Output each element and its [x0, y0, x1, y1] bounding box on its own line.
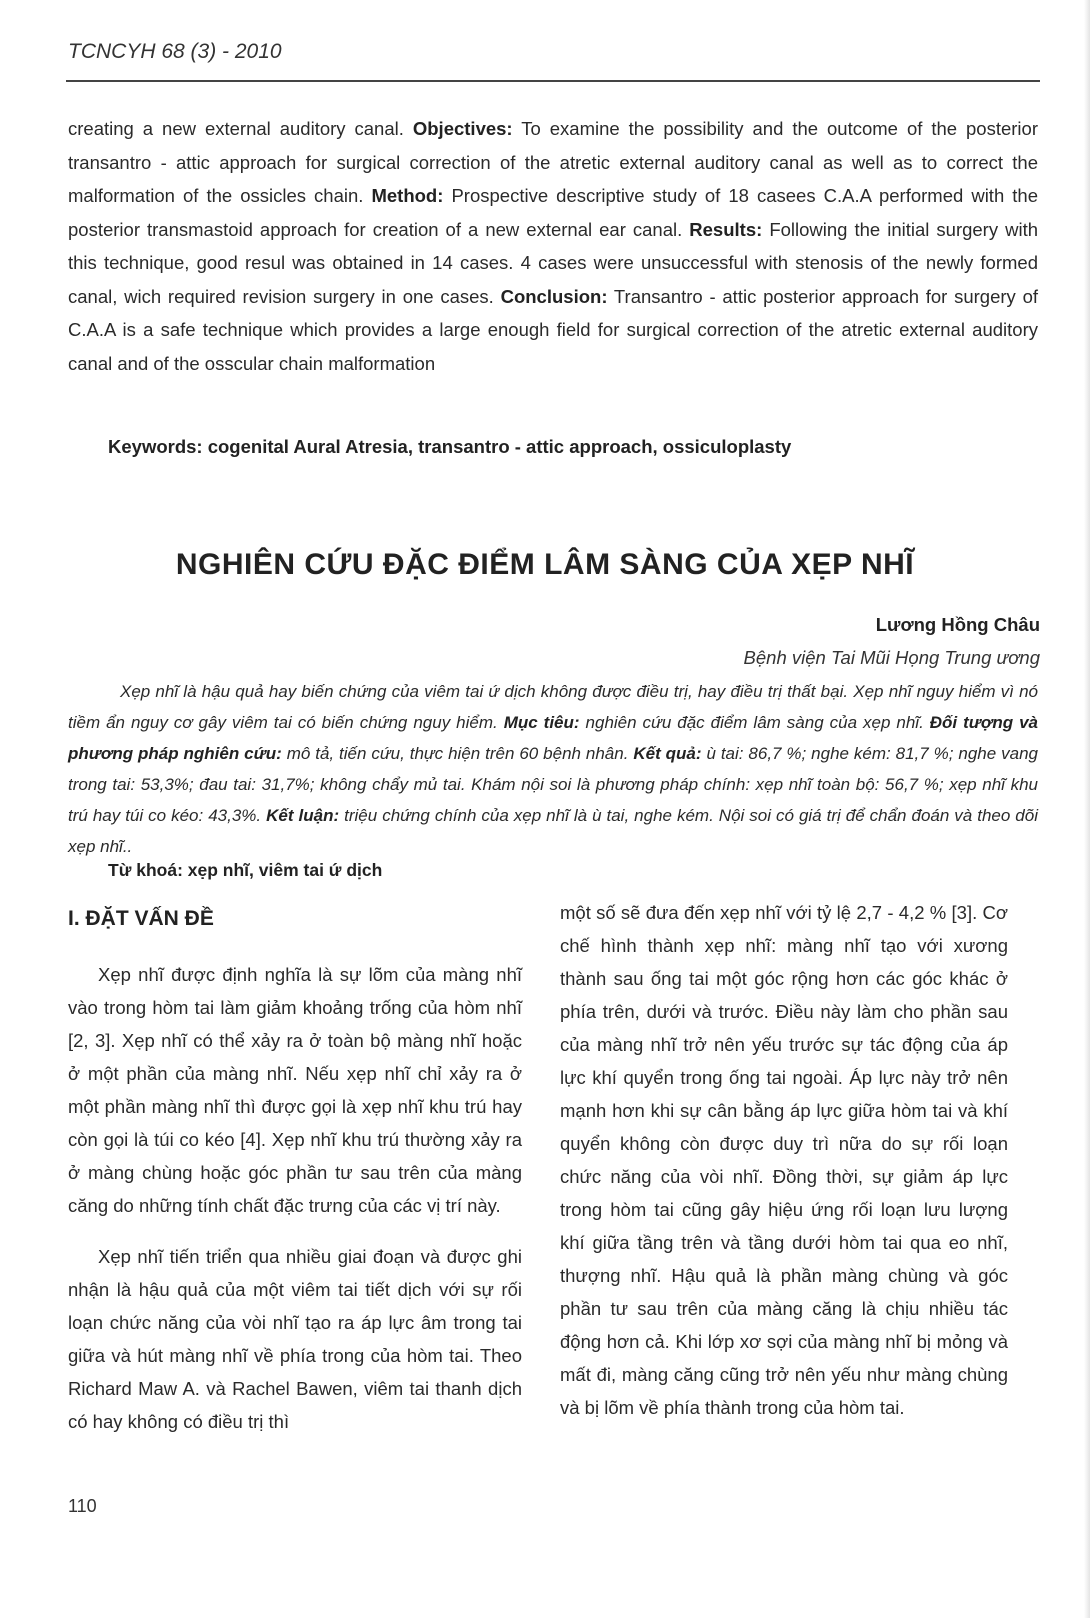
body-paragraph: Xẹp nhĩ tiến triển qua nhiều giai đoạn và được ghi nhận là hậu quả của một viêm tai tiết dịch với sự rối loạn chức năng của vòi nhĩ tạo ra áp lực âm trong tai giữa và hút màng nhĩ về phía trong của hòm tai. Theo Richard Maw A. và Rachel Bawen, viêm tai thanh dịch có hay không có điều trị thì	[68, 1246, 522, 1432]
vi-conclusion-text: triệu chứng chính của xẹp nhĩ là ù tai, nghe kém. Nội soi có giá trị để chẩn đoán và theo dõi xẹp nhĩ..	[68, 806, 1038, 856]
article-affiliation: Bệnh viện Tai Mũi Họng Trung ương	[743, 647, 1040, 668]
vi-results-text: ù tai: 86,7 %; nghe kém: 81,7 %; nghe vang trong tai: 53,3%; đau tai: 31,7%; không chẩy mủ tai. Khám nội soi là phương pháp chính: xẹp nhĩ toàn bộ: 56,7 %; xẹp nhĩ khu trú hay túi co kéo: 43,3%.	[68, 744, 1038, 825]
english-abstract-intro: creating a new external auditory canal.	[68, 118, 404, 139]
vi-subjects-label: Đối tượng và phương pháp nghiên cứu:	[68, 713, 1038, 763]
article-author: Lương Hồng Châu	[875, 614, 1040, 635]
english-abstract	[68, 112, 1038, 380]
body-paragraph: Xẹp nhĩ được định nghĩa là sự lõm của màng nhĩ vào trong hòm tai làm giảm khoảng trống của hòm nhĩ [2, 3]. Xẹp nhĩ có thể xảy ra ở toàn bộ màng nhĩ hoặc ở một phần của màng nhĩ. Nếu xẹp nhĩ chỉ xảy ra ở một phần màng nhĩ thì được gọi là xẹp nhĩ khu trú hay còn gọi là túi co kéo [4]. Xẹp nhĩ khu trú thường xảy ra ở màng chùng hoặc góc phần tư sau trên của màng căng do những tính chất đặc trưng của các vị trí này.	[68, 964, 522, 1216]
body-paragraph: một số sẽ đưa đến xẹp nhĩ với tỷ lệ 2,7 - 4,2 % [3]. Cơ chế hình thành xẹp nhĩ: màng nhĩ tạo với xương thành sau ống tai một góc rộng hơn các góc khác ở phía trên, dưới và trước. Điều này làm cho phần sau của màng nhĩ trở nên yếu trước sự tác động của áp lực khí quyển trong ống tai ngoài. Áp lực này trở nên mạnh hơn khi sự cân bằng áp lực giữa hòm tai và khí quyển không còn được duy trì nữa do sự rối loạn chức năng của vòi nhĩ. Đồng thời, sự giảm áp lực trong hòm tai cũng gây hiệu ứng rối loạn lưu lượng khí giữa tầng trên và tầng dưới hòm tai qua eo nhĩ, thượng nhĩ. Hậu quả là phần màng chùng và góc phần tư sau trên của màng căng là chịu nhiều tác động hơn cả. Khi lớp xơ sợi của màng nhĩ bị mỏng và mất đi, màng căng cũng trở nên yếu như màng chùng và bị lõm về phía thành trong của hòm tai.	[560, 902, 1008, 1418]
vi-results-label: Kết quả:	[633, 744, 702, 763]
vi-subjects-text: mô tả, tiến cứu, thực hiện trên 60 bệnh nhân.	[286, 744, 629, 763]
objectives-text: To examine the possibility and the outcome of the posterior transantro - attic approach for surgical correction of the atretic external auditory canal as well as to correct the malformation of the ossicles chain.	[68, 118, 1038, 206]
vi-objective-text: nghiên cứu đặc điểm lâm sàng của xẹp nhĩ.	[585, 713, 924, 732]
conclusion-text: Transantro - attic posterior approach for surgery of C.A.A is a safe technique which provides a large enough field for surgical correction of the atretic external auditory canal and of the osscular chain malformation	[68, 285, 1038, 374]
vi-conclusion-label: Kết luận:	[266, 806, 340, 825]
conclusion-label: Conclusion:	[500, 285, 608, 307]
vi-keywords-text: xẹp nhĩ, viêm tai ứ dịch	[187, 860, 383, 880]
page-number: 110	[68, 1496, 97, 1516]
journal-header: TCNCYH 68 (3) - 2010	[68, 40, 282, 63]
header-rule	[66, 80, 1040, 82]
method-label: Method:	[371, 185, 444, 206]
method-text: Prospective descriptive study of 18 casees C.A.A performed with the posterior transmastoid approach for creation of a new external ear canal.	[68, 185, 1039, 240]
results-text: Following the initial surgery with this technique, good resul was obtained in 14 cases. 4 cases were unsuccessful with stenosis of the newly formed canal, wich required revision surgery in one cases.	[68, 218, 1039, 307]
vietnamese-abstract	[68, 676, 1038, 862]
body-column-left	[68, 900, 522, 1456]
results-label: Results:	[689, 218, 763, 240]
objectives-label: Objectives:	[412, 118, 513, 139]
vietnamese-keywords	[108, 860, 382, 881]
section-heading: I. ĐẶT VẤN ĐỀ	[68, 907, 214, 930]
vi-objective-label: Mục tiêu:	[503, 713, 580, 732]
body-column-right	[560, 896, 1008, 1442]
article-title: NGHIÊN CỨU ĐẶC ĐIỂM LÂM SÀNG CỦA XẸP NHĨ	[175, 548, 915, 581]
vi-abstract-intro: Xẹp nhĩ là hậu quả hay biến chứng của viêm tai ứ dịch không được điều trị, hay điều trị thất bại. Xẹp nhĩ nguy hiểm vì nó tiềm ẩn nguy cơ gây viêm tai có biến chứng nguy hiểm.	[68, 682, 1038, 732]
scan-edge-shadow	[1084, 0, 1090, 1618]
vi-keywords-label: Từ khoá:	[108, 860, 183, 880]
english-keywords: Keywords: cogenital Aural Atresia, transantro - attic approach, ossiculoplasty	[108, 436, 792, 457]
